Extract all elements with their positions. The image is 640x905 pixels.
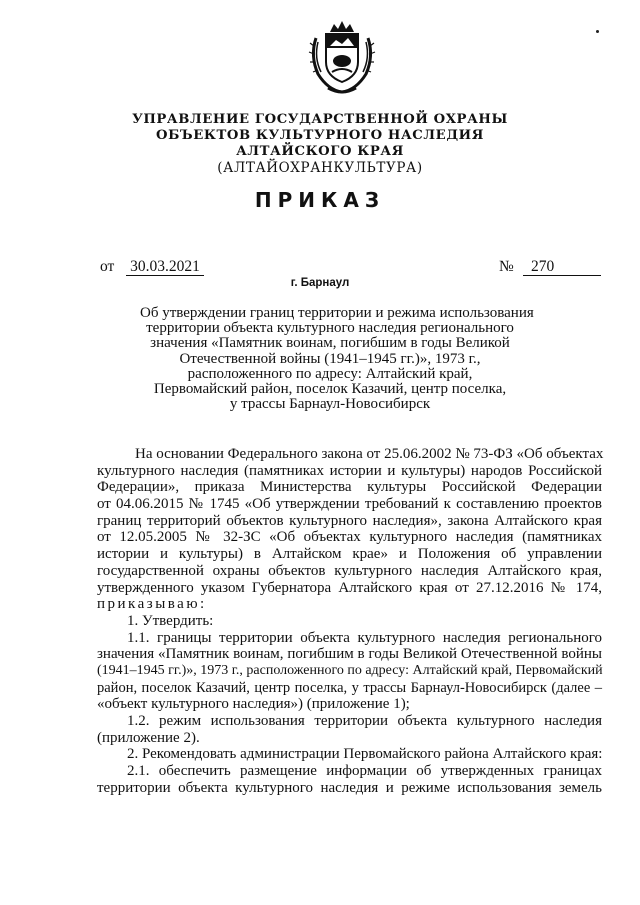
body-line: территории объекта культурного наследия и режиме использования земель <box>97 779 602 796</box>
body-line: от 04.06.2015 № 1745 «Об утверждении требований к составлению проектов <box>97 496 602 513</box>
body-line: приказываю: <box>97 596 207 613</box>
body-line: истории и культуры) в Алтайском крае» и Положения об управлении <box>97 546 602 563</box>
page-dot-mark <box>596 30 599 33</box>
body-line: 1. Утвердить: <box>127 612 214 629</box>
org-short-name: (АЛТАЙОХРАНКУЛЬТУРА) <box>217 160 423 176</box>
body-line: 1.2. режим использования территории объекта культурного наследия <box>127 713 602 729</box>
document-date: 30.03.2021 <box>126 258 204 276</box>
body-line: культурного наследия (памятниках истории и культуры) народов Российской <box>97 462 602 479</box>
body-line: район, поселок Казачий, центр поселка, у трассы Барнаул-Новосибирск (далее – <box>97 679 602 696</box>
body-line: (1941–1945 гг.)», 1973 г., расположенного по адресу: Алтайский край, Первомайский <box>97 662 603 678</box>
document-title: ПРИКАЗ <box>254 188 386 212</box>
subject-line: Об утверждении границ территории и режима использования <box>140 305 534 321</box>
org-name-line: ОБЪЕКТОВ КУЛЬТУРНОГО НАСЛЕДИЯ <box>156 128 484 143</box>
subject-line: Отечественной войны (1941–1945 гг.)», 1973 г., <box>179 350 481 367</box>
subject-line: Первомайский район, поселок Казачий, центр поселка, <box>153 381 507 398</box>
body-line: границ территорий объектов культурного наследия», закона Алтайского края <box>97 512 602 529</box>
body-line: 2. Рекомендовать администрации Первомайского района Алтайского края: <box>127 746 603 763</box>
document-number: 270 <box>523 258 601 276</box>
body-line: 2.1. обеспечить размещение информации об утвержденных границах <box>127 763 602 780</box>
number-label: № <box>499 258 514 275</box>
body-line: Федерации», приказа Министерства культуры Российской Федерации <box>97 479 602 496</box>
body-line: (приложение 2). <box>97 729 200 746</box>
document-subject <box>140 305 534 413</box>
body-line: утвержденного указом Губернатора Алтайского края от 27.12.2016 № 174, <box>97 579 602 596</box>
body-line: значения «Памятник воинам, погибшим в годы Великой Отечественной войны <box>97 646 602 663</box>
altai-krai-coat-of-arms-icon <box>306 16 378 96</box>
body-line: государственной охраны объектов культурного наследия Алтайского края, <box>97 562 602 579</box>
subject-line: значения «Памятник воинам, погибшим в годы Великой <box>150 335 510 352</box>
document-body <box>97 446 602 796</box>
subject-line: территории объекта культурного наследия регионального <box>146 320 514 337</box>
date-label: от <box>100 258 115 275</box>
org-name-line: АЛТАЙСКОГО КРАЯ <box>236 144 404 159</box>
subject-line: у трассы Барнаул-Новосибирск <box>229 396 431 413</box>
body-line: от 12.05.2005 № 32-ЗС «Об объектах культурного наследия (памятниках <box>97 529 602 546</box>
body-line: На основании Федерального закона от 25.06.2002 № 73-ФЗ «Об объектах <box>135 446 604 462</box>
document-city: г. Барнаул <box>290 277 350 289</box>
subject-line: расположенного по адресу: Алтайский край, <box>187 365 473 382</box>
org-name-line: УПРАВЛЕНИЕ ГОСУДАРСТВЕННОЙ ОХРАНЫ <box>132 112 508 127</box>
body-line: «объект культурного наследия») (приложение 1); <box>97 696 410 713</box>
body-line: 1.1. границы территории объекта культурного наследия регионального <box>127 629 602 646</box>
